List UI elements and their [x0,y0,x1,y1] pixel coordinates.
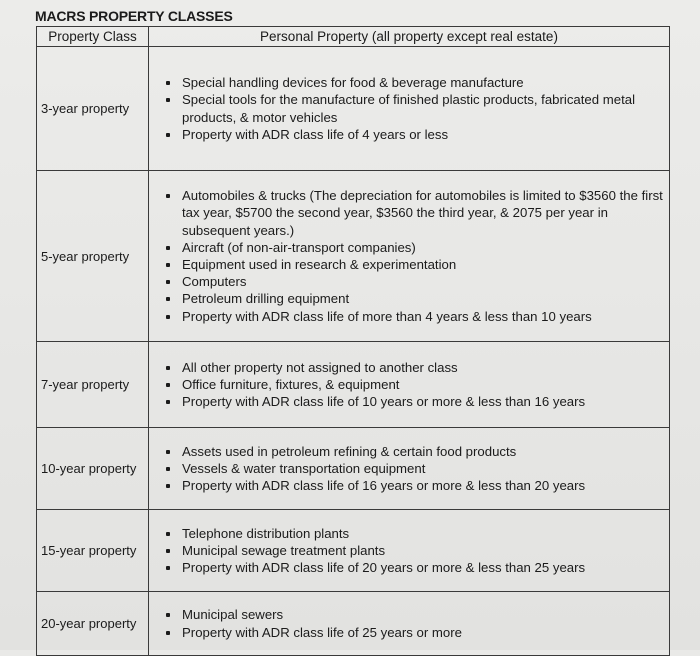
description-cell [149,428,670,510]
list-item: Municipal sewers [165,606,665,623]
property-class-cell: 5-year property [37,171,149,342]
list-item: Special handling devices for food & beverage manufacture [165,74,665,91]
list-item: Property with ADR class life of 20 years or more & less than 25 years [165,559,665,576]
list-item: Aircraft (of non-air-transport companies) [165,239,665,256]
list-item: Assets used in petroleum refining & certain food products [165,443,665,460]
list-item: Municipal sewage treatment plants [165,542,665,559]
list-item: Property with ADR class life of 25 years or more [165,624,665,641]
item-list [165,606,665,640]
description-cell [149,171,670,342]
list-item: Computers [165,273,665,290]
description-cell [149,592,670,656]
table-row [37,428,670,510]
list-item: Property with ADR class life of 16 years or more & less than 20 years [165,477,665,494]
header-row [37,27,670,47]
property-class-cell: 7-year property [37,342,149,428]
list-item: Office furniture, fixtures, & equipment [165,376,665,393]
property-class-cell: 3-year property [37,47,149,171]
table-row [37,171,670,342]
document-title: MACRS PROPERTY CLASSES [35,8,233,24]
macrs-table [36,26,670,656]
item-list [165,443,665,495]
list-item: Telephone distribution plants [165,525,665,542]
property-class-cell: 15-year property [37,510,149,592]
table-row [37,342,670,428]
item-list [165,525,665,577]
list-item: Vessels & water transportation equipment [165,460,665,477]
table-row [37,510,670,592]
list-item: Special tools for the manufacture of finished plastic products, fabricated metal products, & motor vehicles [165,91,665,125]
description-cell [149,342,670,428]
list-item: Property with ADR class life of more than 4 years & less than 10 years [165,308,665,325]
description-cell [149,510,670,592]
list-item: Petroleum drilling equipment [165,290,665,307]
header-personal-property: Personal Property (all property except real estate) [149,27,670,47]
description-cell [149,47,670,171]
table-row [37,47,670,171]
property-class-cell: 10-year property [37,428,149,510]
property-class-cell: 20-year property [37,592,149,656]
list-item: Automobiles & trucks (The depreciation for automobiles is limited to $3560 the first tax year, $5700 the second year, $3560 the third year, & 2075 per year in subsequent years.) [165,187,665,239]
item-list [165,74,665,143]
item-list [165,359,665,411]
list-item: All other property not assigned to another class [165,359,665,376]
item-list [165,187,665,325]
list-item: Equipment used in research & experimentation [165,256,665,273]
table-row [37,592,670,656]
list-item: Property with ADR class life of 4 years or less [165,126,665,143]
list-item: Property with ADR class life of 10 years or more & less than 16 years [165,393,665,410]
header-property-class: Property Class [37,27,149,47]
